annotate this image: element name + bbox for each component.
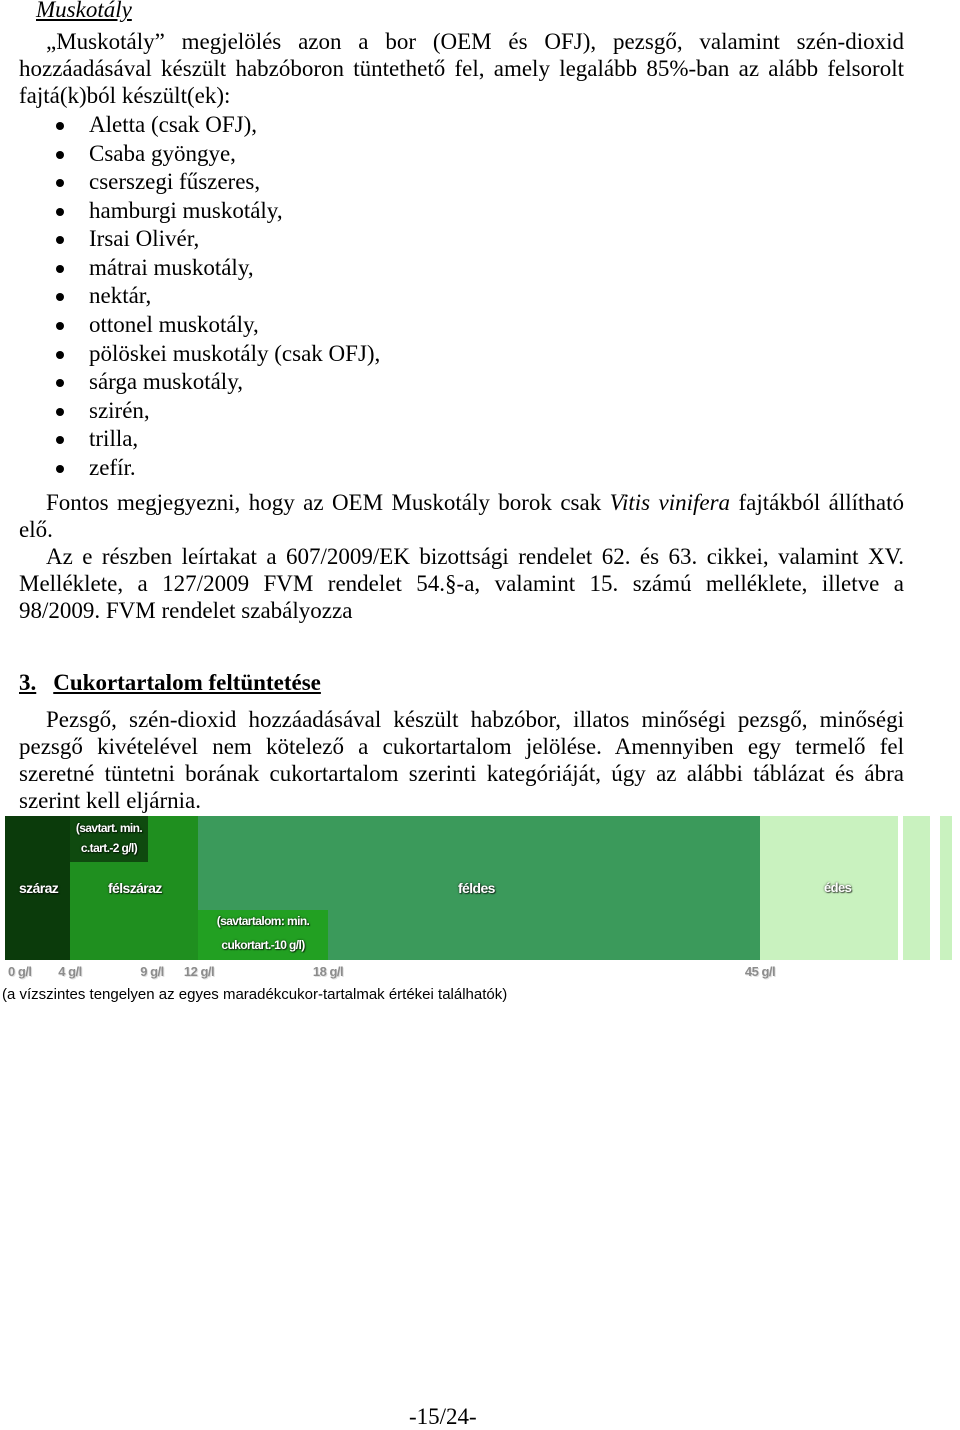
section-heading	[19, 669, 321, 696]
list-item-text: Aletta (csak OFJ),	[89, 112, 257, 137]
list-item	[0, 111, 960, 140]
paragraph-line: elő.	[19, 517, 53, 542]
list-item	[0, 225, 960, 254]
segment-label: félszáraz	[108, 880, 162, 896]
note-paragraph	[19, 489, 904, 543]
segment-sweet-strip	[903, 816, 930, 960]
list-item	[0, 368, 960, 397]
list-item	[0, 140, 960, 169]
list-item	[0, 425, 960, 454]
paragraph-line: „Muskotály” megjelölés azon a bor (OEM és OFJ), pezsgő, valamint szén-dioxid	[46, 29, 904, 54]
list-item-text: ottonel muskotály,	[89, 312, 259, 338]
section-title: Muskotály	[36, 0, 132, 22]
bullet-icon	[56, 122, 64, 130]
segment-label: édes	[824, 880, 852, 895]
regulation-paragraph	[19, 543, 904, 624]
axis-tick-label: 18 g/l	[312, 964, 344, 979]
segment-label: száraz	[19, 880, 59, 896]
list-item	[0, 282, 960, 311]
top-note-line: (savtart. min.	[75, 821, 143, 835]
sugar-category-figure	[0, 816, 960, 960]
list-item-text: zefír.	[89, 454, 136, 480]
note-text: fajtákból állítható	[738, 490, 905, 515]
paragraph-line	[19, 489, 904, 516]
list-item-text: mátrai muskotály,	[89, 254, 254, 280]
list-item-text: nektár,	[89, 283, 152, 309]
heading-number: 3.	[19, 670, 37, 695]
paragraph-line: Pezsgő, szén-dioxid hozzáadásával készült habzóbor, illatos minőségi pezsgő, minőségi	[46, 707, 904, 732]
paragraph-line: pezsgő kivételével nem kötelező a cukortartalom jelölése. Amennyiben egy termelő fel	[19, 734, 904, 759]
paragraph-line: szerint kell eljárnia.	[19, 788, 202, 813]
bullet-icon	[56, 408, 64, 416]
list-item-text: szirén,	[89, 397, 150, 423]
list-item-text: Irsai Olivér,	[89, 226, 200, 252]
paragraph-line: 98/2009. FVM rendelet szabályozza	[19, 598, 353, 623]
axis-tick-label: 9 g/l	[140, 964, 164, 979]
bullet-icon	[56, 293, 64, 301]
bullet-icon	[56, 379, 64, 387]
list-item-text: cserszegi fűszeres,	[89, 169, 261, 195]
list-item-text: hamburgi muskotály,	[89, 197, 283, 223]
note-text: Fontos megjegyezni, hogy az OEM Muskotály borok csak	[46, 490, 602, 515]
list-item-text: trilla,	[89, 426, 139, 452]
list-item	[0, 454, 960, 483]
bottom-note-line: cukortart.-10 g/l)	[221, 938, 305, 952]
list-item-text: Csaba gyöngye,	[89, 140, 236, 166]
bullet-icon	[56, 436, 64, 444]
heading-title: Cukortartalom feltüntetése	[53, 670, 321, 695]
axis-tick-label: 4 g/l	[58, 964, 82, 979]
paragraph-line: szeretné tüntetni borának cukortartalom szerinti kategóriáját, úgy az alábbi táblázat és ábra	[19, 761, 904, 786]
axis-tick-label: 45 g/l	[744, 964, 776, 979]
variety-list	[0, 111, 960, 483]
axis-tick-label: 0 g/l	[8, 964, 32, 979]
bottom-note-box	[198, 910, 328, 960]
body-paragraph	[19, 706, 904, 814]
list-item	[0, 168, 960, 197]
bullet-icon	[56, 179, 64, 187]
segment-label: féldes	[458, 880, 495, 896]
bullet-icon	[56, 265, 64, 273]
top-note-line: c.tart.-2 g/l)	[80, 841, 138, 855]
bullet-icon	[56, 322, 64, 330]
paragraph-line: Melléklete, a 127/2009 FVM rendelet 54.§-a, valamint 15. számú melléklete, illetve a	[19, 571, 904, 596]
species-name: Vitis vinifera	[609, 490, 731, 515]
bullet-icon	[56, 236, 64, 244]
axis-ticks	[0, 962, 960, 982]
paragraph-line: Az e részben leírtakat a 607/2009/EK bizottsági rendelet 62. és 63. cikkei, valamint XV.	[46, 544, 904, 569]
segment-sweet-strip	[940, 816, 952, 960]
page-number: -15/24-	[409, 1404, 477, 1429]
list-item-text: pölöskei muskotály (csak OFJ),	[89, 340, 381, 366]
axis-tick-label: 12 g/l	[183, 964, 215, 979]
list-item	[0, 311, 960, 340]
list-item	[0, 340, 960, 369]
figure-caption: (a vízszintes tengelyen az egyes maradékcukor-tartalmak értékei találhatók)	[2, 986, 508, 1003]
bullet-icon	[56, 465, 64, 473]
bullet-icon	[56, 151, 64, 159]
bullet-icon	[56, 208, 64, 216]
list-item	[0, 397, 960, 426]
top-note-box	[70, 816, 148, 862]
bullet-icon	[56, 351, 64, 359]
paragraph-line: fajtá(k)ból készült(ek):	[19, 83, 231, 108]
bottom-note-line: (savtartalom: min.	[216, 914, 310, 928]
intro-paragraph	[19, 28, 904, 109]
list-item	[0, 254, 960, 283]
paragraph-line: hozzáadásával készült habzóboron tüntethető fel, amely legalább 85%-ban az alább felsorolt	[19, 56, 904, 81]
list-item-text: sárga muskotály,	[89, 369, 243, 395]
list-item	[0, 197, 960, 226]
